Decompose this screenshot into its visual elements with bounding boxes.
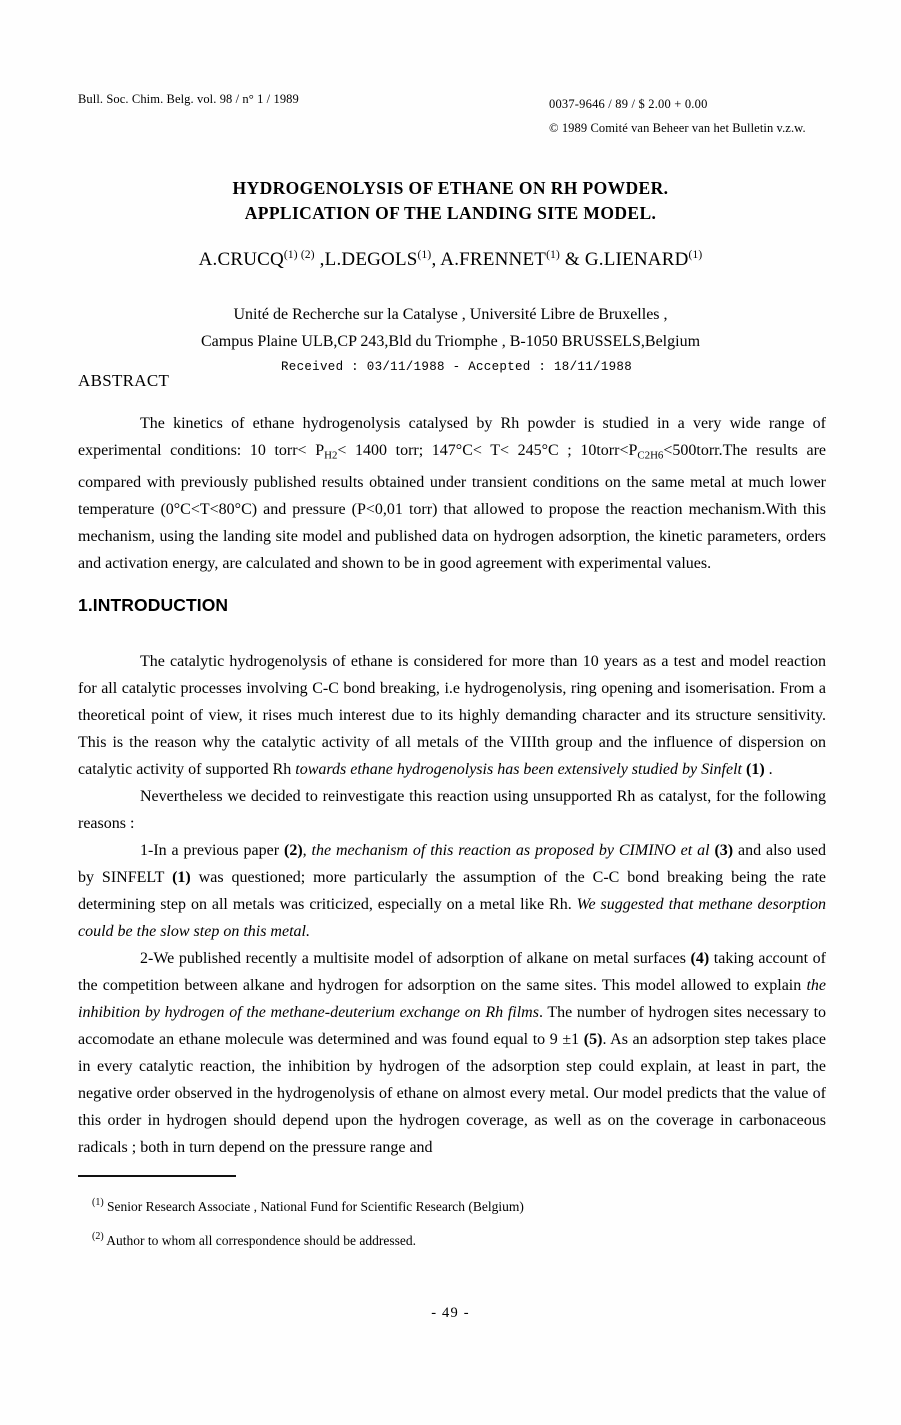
intro-p1-reference: (1) [746,761,765,778]
abstract-text-3: <500torr.The results are compared with previously published results obtained under transient conditions on the same metal at much lower temperature (0°C<T<80°C) and pressure (P<0,01 torr) that allowed to propose the reaction mechanism.With this mechanism, using the landing site model and published data on hydrogen adsorption, the kinetic parameters, orders and activation energy, are calculated and shown to be in good agreement with experimental values. [78,442,826,573]
intro-p1-text: The catalytic hydrogenolysis of ethane is considered for more than 10 years as a test and model reaction for all catalytic processes involving C-C bond breaking, i.e hydrogenolysis, ring opening and isomerisation. From a theoretical point of view, it rises much interest due to its highly demanding character and its structure sensitivity. This is the reason why the catalytic activity of all metals of the VIIIth group and the influence of dispersion on catalytic activity of supported Rh [78,653,826,778]
intro-p3-text-b: and also used by SINFELT [78,842,827,886]
intro-paragraph-3 [78,837,826,945]
paper-title [0,176,901,226]
footnote-block [92,1188,792,1256]
footnote-marker-1: (1) [92,1197,104,1208]
intro-p4-reference-5: (5) [583,1031,603,1048]
journal-citation: Bull. Soc. Chim. Belg. vol. 98 / n° 1 / 1989 [78,92,299,106]
intro-paragraph-4 [78,945,826,1161]
footnote-marker-2: (2) [92,1230,104,1242]
page-number: - 49 - [431,1305,470,1321]
footnote-1 [92,1188,792,1222]
introduction-body [78,648,826,1161]
footnote-2 [92,1222,792,1256]
author-separator-3: & [559,249,585,271]
footnote-text-1: Senior Research Associate , National Fund for Scientific Research (Belgium) [103,1198,524,1214]
abstract-body [78,410,826,577]
section-heading-introduction: 1.INTRODUCTION [78,595,229,615]
footnote-text-2: Author to whom all correspondence should be addressed. [103,1232,416,1248]
author-note-1: (1) (2) [283,249,315,261]
footnote-separator-rule [78,1175,236,1177]
abstract-subscript-h2: H2 [324,449,338,462]
intro-p4-reference-4: (4) [690,950,710,967]
copyright-line: © 1989 Comité van Beheer van het Bulletin v.z.w. [549,121,806,135]
author-name-2: L.DEGOLS [324,249,418,271]
affiliation-line-1: Unité de Recherche sur la Catalyse , Université Libre de Bruxelles , [233,306,668,323]
intro-p3-italic-2: We suggested that methane desorption could be the slow step on this metal. [78,896,826,940]
abstract-text-2: < 1400 torr; 147°C< T< 245°C ; 10torr<P [337,442,638,459]
received-accepted-line: Received : 03/11/1988 - Accepted : 18/11/1988 [280,360,633,374]
author-name-1: A.CRUCQ [198,249,284,271]
intro-p4-text-a: 2-We published recently a multisite model of adsorption of alkane on metal surfaces [140,950,691,967]
author-separator-2: , [431,249,441,271]
intro-p3-text-a: 1-In a previous paper [140,842,284,859]
author-name-3: A.FRENNET [440,249,547,271]
issn-copyright-block [549,92,806,140]
intro-paragraph-1 [78,648,826,783]
abstract-heading: ABSTRACT [78,371,170,390]
intro-p3-italic-1: , the mechanism of this reaction as proposed by CIMINO et al [302,842,715,859]
issn-price-line: 0037-9646 / 89 / $ 2.00 + 0.00 [549,97,708,111]
author-list [0,249,901,271]
intro-p4-text-b: taking account of the competition between alkane and hydrogen for adsorption on the same sites. This model allowed to explain [78,950,826,994]
intro-p3-text-c: was questioned; more particularly the assumption of the C-C bond breaking being the rate determining step on all metals was criticized, especially on a metal like Rh. [78,869,826,913]
intro-p3-reference-2: (2) [284,842,303,859]
abstract-subscript-c2h6: C2H6 [637,449,664,462]
title-line-2: APPLICATION OF THE LANDING SITE MODEL. [244,203,657,223]
intro-p1-end: . [764,761,773,778]
intro-p1-italic: towards ethane hydrogenolysis has been extensively studied by Sinfelt [295,761,746,778]
author-note-3: (1) [546,249,560,261]
affiliation-block [0,301,901,355]
author-separator-1: , [314,249,325,271]
intro-p4-italic: the inhibition by hydrogen of the methane-deuterium exchange on Rh films [78,977,826,1021]
author-note-4: (1) [688,249,703,261]
author-note-2: (1) [417,249,432,261]
title-line-1: HYDROGENOLYSIS OF ETHANE ON RH POWDER. [232,178,669,198]
intro-p4-text-d: . As an adsorption step takes place in every catalytic reaction, the inhibition by hydrogen of the adsorption step could explain, at least in part, the negative order observed in the hydrogenolysis of ethane on almost every metal. Our model predicts that the value of this order in hydrogen should depend upon the hydrogen coverage, as well as on the coverage in carbonaceous radicals ; both in turn depend on the pressure range and [78,1031,826,1156]
author-name-4: G.LIENARD [584,249,689,271]
intro-p3-reference-3: (3) [714,842,734,859]
intro-paragraph-2: Nevertheless we decided to reinvestigate this reaction using unsupported Rh as catalyst, for the following reasons : [78,788,826,832]
abstract-text-1: The kinetics of ethane hydrogenolysis catalysed by Rh powder is studied in a very wide range of experimental conditions: 10 torr< P [78,415,826,459]
affiliation-line-2: Campus Plaine ULB,CP 243,Bld du Triomphe , B-1050 BRUSSELS,Belgium [200,333,701,350]
abstract-paragraph [78,410,826,577]
intro-p4-text-c: . The number of hydrogen sites necessary to accomodate an ethane molecule was determined and was found equal to 9 ±1 [78,1004,827,1048]
intro-p3-reference-1: (1) [172,869,191,886]
